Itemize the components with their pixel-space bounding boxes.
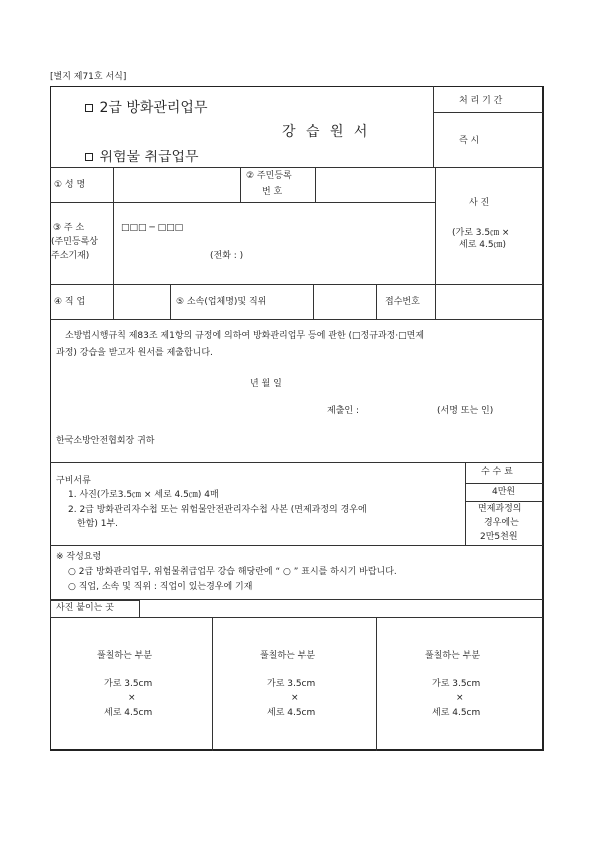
affiliation-label: ⑤ 소속(업체명)및 직위 <box>176 297 267 307</box>
glue-label: 풀칠하는 부분 <box>425 651 481 661</box>
photo-width: 가로 3.5cm <box>267 679 316 689</box>
photo-times: × <box>128 693 136 703</box>
title-main-text: 2급 방화관리업무 <box>99 100 208 116</box>
photo-width: 가로 3.5cm <box>104 679 153 689</box>
documents-item-2: 2. 2급 방화관리자수첩 또는 위험물안전관리자수첩 사본 (면제과정의 경우에 <box>68 505 367 515</box>
checkbox-fire-management[interactable] <box>85 104 93 112</box>
phone-field[interactable]: (전화 : ) <box>210 251 244 261</box>
title-sub-text: 위험물 취급업무 <box>99 150 199 165</box>
row-line <box>50 167 543 168</box>
divider <box>376 284 377 319</box>
fee-exempt-3: 2만5천원 <box>480 532 518 542</box>
divider <box>376 617 377 751</box>
row-line <box>50 319 543 320</box>
photo-width: 가로 3.5cm <box>432 679 481 689</box>
processing-label: 처 리 기 간 <box>459 96 503 106</box>
name-label: ① 성 명 <box>54 180 86 190</box>
notes-item-2: ○ 직업, 소속 및 직위 : 직업이 있는경우에 기재 <box>68 582 253 592</box>
fee-amount: 4만원 <box>492 487 516 497</box>
addressee: 한국소방안전협회장 귀하 <box>56 436 155 446</box>
notes-item-1: ○ 2급 방화관리업무, 위험물취급업무 강습 해당란에 “ ○ ” 표시를 하시기 바랍니다. <box>68 567 397 577</box>
name-field[interactable] <box>116 170 236 199</box>
rrn-label-2: 번 호 <box>262 187 283 197</box>
divider <box>313 284 314 319</box>
fee-exempt: 면제과정의 <box>478 504 522 514</box>
photo-height: 세로 4.5cm <box>267 708 316 718</box>
divider <box>465 483 543 484</box>
processing-value: 즉 시 <box>459 136 480 146</box>
photo-area-tab-label: 사진 붙이는 곳 <box>56 603 114 613</box>
documents-item-2-cont: 한함) 1부. <box>77 519 119 529</box>
row-line <box>50 284 543 285</box>
glue-label: 풀칠하는 부분 <box>97 651 153 661</box>
form-reference: [별지 제71호 서식] <box>50 72 127 82</box>
documents-heading: 구비서류 <box>56 476 91 486</box>
address-label-2: (주민등록상 <box>51 237 98 247</box>
row-line <box>50 202 435 203</box>
fee-label: 수 수 료 <box>481 467 513 477</box>
title-sub-clip <box>82 150 242 166</box>
documents-item-1: 1. 사진(가로3.5㎝ × 세로 4.5㎝) 4매 <box>68 490 219 500</box>
checkbox-hazmat[interactable] <box>85 153 93 161</box>
fee-exempt-2: 경우에는 <box>484 518 519 528</box>
glue-label: 풀칠하는 부분 <box>260 651 316 661</box>
affiliation-field[interactable] <box>316 287 374 316</box>
divider <box>212 617 213 751</box>
row-line <box>50 545 543 546</box>
divider <box>465 462 466 545</box>
divider <box>433 112 543 113</box>
submitter-label: 제출인 : <box>327 406 359 416</box>
photo-times: × <box>291 693 299 703</box>
photo-height: 세로 4.5cm <box>432 708 481 718</box>
divider <box>240 167 241 202</box>
divider <box>435 167 436 319</box>
title-application: 강 습 원 서 <box>282 124 371 140</box>
divider <box>113 167 114 319</box>
divider <box>315 167 316 202</box>
rrn-label: ② 주민등록 <box>246 171 292 181</box>
photo-height: 세로 4.5cm <box>104 708 153 718</box>
address-label-3: 주소기재) <box>51 251 90 261</box>
divider <box>170 284 171 319</box>
divider <box>465 501 543 502</box>
row-line <box>50 617 543 618</box>
photo-times: × <box>456 693 464 703</box>
address-label: ③ 주 소 <box>53 223 85 233</box>
date-line: 년 월 일 <box>250 379 282 389</box>
postal-code-field[interactable]: □□□ ─ □□□ <box>121 223 184 233</box>
statement-line1: 소방법시행규칙 제83조 제1항의 규정에 의하여 방화관리업무 등에 관한 (□정규과정·□면제 <box>65 331 425 341</box>
title-main <box>85 101 207 115</box>
photo-label: 사 진 <box>469 198 490 208</box>
rrn-field[interactable] <box>318 170 432 199</box>
receipt-no-label: 접수번호 <box>385 297 420 307</box>
photo-size: (가로 3.5㎝ × <box>452 228 510 238</box>
divider <box>433 86 434 167</box>
row-line <box>50 462 543 463</box>
signature-label: (서명 또는 인) <box>437 406 494 416</box>
job-label: ④ 직 업 <box>54 297 86 307</box>
notes-heading: ※ 작성요령 <box>56 552 102 562</box>
title-sub <box>85 150 199 164</box>
job-field[interactable] <box>116 287 168 316</box>
photo-size-2: 세로 4.5㎝) <box>459 240 507 250</box>
statement-line2: 과정) 강습을 받고자 원서를 제출합니다. <box>56 348 213 358</box>
